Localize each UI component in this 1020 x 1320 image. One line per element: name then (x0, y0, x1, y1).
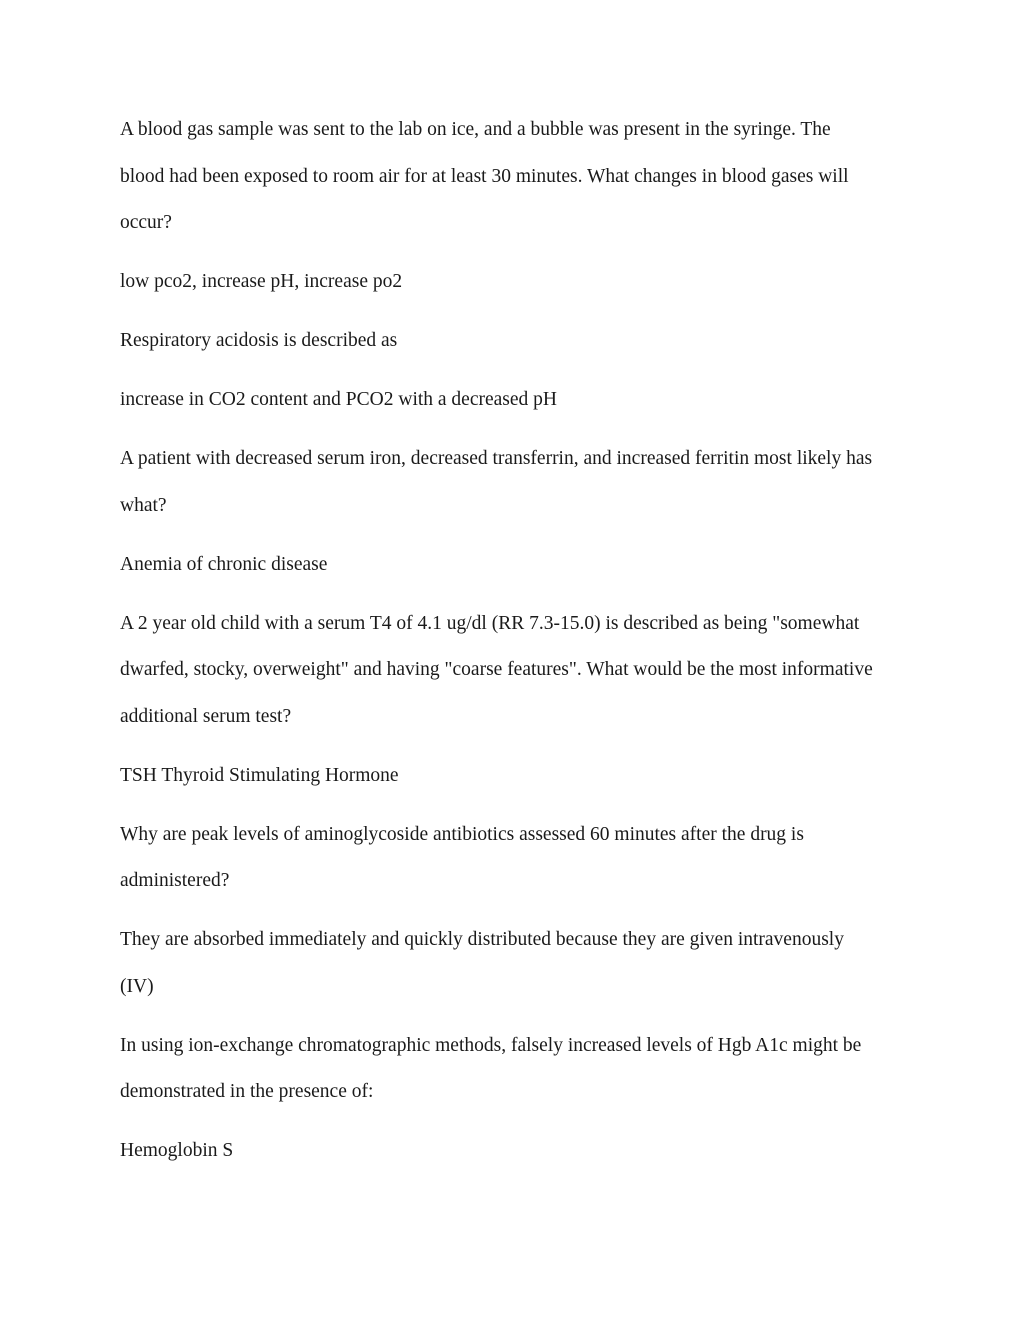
question-3: A patient with decreased serum iron, decreased transferrin, and increased ferritin most likely has what? (120, 448, 873, 516)
question-4: A 2 year old child with a serum T4 of 4.1 ug/dl (RR 7.3-15.0) is described as being "somewhat dwarfed, stocky, overweight" and having "coarse features". What would be the most informative additional serum test? (120, 612, 873, 727)
answer-4: TSH Thyroid Stimulating Hormone (120, 764, 399, 786)
question-2: Respiratory acidosis is described as (120, 330, 398, 351)
question-6: In using ion-exchange chromatographic methods, falsely increased levels of Hgb A1c might be demonstrated in the presence of: (120, 1034, 862, 1102)
question-5: Why are peak levels of aminoglycoside antibiotics assessed 60 minutes after the drug is administered? (120, 823, 804, 891)
answer-6: Hemoglobin S (120, 1140, 234, 1161)
question-1: A blood gas sample was sent to the lab on ice, and a bubble was present in the syringe. The blood had been exposed to room air for at least 30 minutes. What changes in blood gases will occur? (120, 119, 849, 233)
answer-3: Anemia of chronic disease (120, 553, 328, 575)
answer-2: increase in CO2 content and PCO2 with a decreased pH (120, 389, 557, 410)
document-body (120, 107, 910, 1187)
answer-5: They are absorbed immediately and quickly distributed because they are given intravenously (IV) (120, 929, 844, 997)
answer-1: low pco2, increase pH, increase po2 (120, 271, 403, 292)
